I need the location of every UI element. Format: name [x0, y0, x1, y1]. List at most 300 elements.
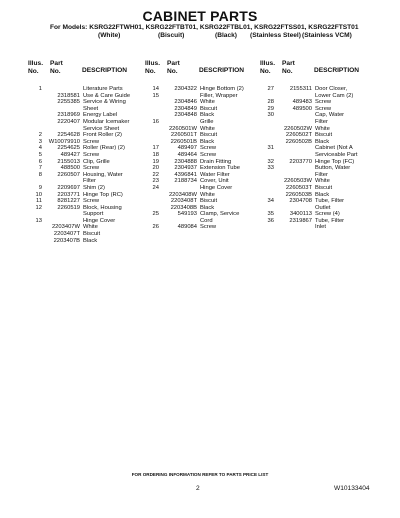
parts-row [28, 218, 146, 225]
header-part [167, 60, 180, 76]
illus-number [260, 152, 274, 159]
illus-number: 16 [152, 118, 159, 125]
illus-number [28, 231, 42, 238]
part-number: 2203408B [170, 204, 197, 211]
illus-number [260, 185, 274, 192]
part-number: 2304937 [174, 165, 197, 172]
part-number: 2254628 [57, 132, 80, 139]
illus-number [145, 132, 159, 139]
part-description: Screw [200, 151, 217, 158]
parts-column-3 [260, 60, 378, 231]
illus-number [28, 238, 42, 245]
part-description: Button, Water [315, 165, 351, 172]
parts-row [260, 99, 378, 106]
header-illus-label: Illus. [260, 60, 276, 67]
parts-row [260, 192, 378, 199]
part-number: 2255385 [57, 99, 80, 106]
part-description: Sheet [83, 105, 99, 112]
part-number [274, 112, 312, 119]
illus-number: 3 [38, 138, 42, 145]
part-number [159, 119, 197, 126]
part-number [274, 205, 312, 212]
part-description: Screw [315, 99, 332, 106]
part-description: Water Filter [200, 171, 230, 178]
illus-number: 30 [267, 112, 274, 119]
parts-row [145, 99, 263, 106]
illus-number [260, 205, 274, 212]
illus-number [145, 198, 159, 205]
header-part [50, 60, 63, 76]
header-description: DESCRIPTION [314, 67, 360, 74]
illus-number [260, 224, 274, 231]
part-number [42, 126, 80, 133]
illus-number [145, 192, 159, 199]
parts-row [260, 224, 378, 231]
part-description: Filter [315, 171, 328, 178]
part-number: 2304848 [174, 112, 197, 119]
part-description: Lower Cam (2) [315, 92, 354, 99]
parts-row [145, 205, 263, 212]
parts-list [260, 86, 378, 231]
part-number: 2304322 [174, 86, 197, 92]
part-description: Black [315, 138, 330, 145]
illus-number: 10 [35, 191, 42, 198]
part-number: 2260519 [57, 204, 80, 211]
part-description: Clamp, Service [200, 211, 240, 218]
parts-row [28, 205, 146, 212]
part-number [42, 218, 80, 225]
illus-number: 24 [152, 184, 159, 191]
part-number [42, 86, 80, 93]
part-description: Inlet [315, 224, 326, 231]
parts-row [260, 132, 378, 139]
part-number [42, 178, 80, 185]
part-description: Energy Label [83, 112, 118, 119]
parts-list [145, 86, 263, 231]
part-description: Service Sheet [83, 125, 120, 132]
part-number [274, 172, 312, 179]
part-description: Modular Icemaker [83, 118, 130, 125]
part-description: White [200, 191, 215, 198]
part-description: Roller (Rear) (2) [83, 145, 125, 152]
parts-row [28, 86, 146, 93]
part-number: 489464 [177, 151, 197, 158]
parts-row [28, 152, 146, 159]
part-number: 2260501W [168, 125, 197, 132]
illus-number: 25 [152, 211, 159, 218]
illus-number [260, 172, 274, 179]
parts-row [28, 192, 146, 199]
parts-row [145, 119, 263, 126]
part-description: Biscuit [83, 231, 101, 238]
illus-number [145, 126, 159, 133]
part-description: Hinge Top (FC) [315, 158, 355, 165]
part-number: 489500 [292, 105, 312, 112]
parts-row [28, 238, 146, 245]
part-number: 2209697 [57, 184, 80, 191]
part-description: Screw (4) [315, 211, 340, 218]
model-color-stainless-steel: (Stainless Steel) [250, 31, 301, 39]
illus-number: 5 [38, 151, 42, 158]
illus-number [28, 106, 42, 113]
parts-row [260, 198, 378, 205]
part-number: 2260502B [285, 138, 312, 145]
part-description: White [200, 99, 215, 106]
ordering-note: FOR ORDERING INFORMATION REFER TO PARTS PRICE LIST [131, 472, 269, 477]
illus-number: 28 [267, 99, 274, 106]
part-description: Drain Fitting [200, 158, 232, 165]
illus-number [260, 139, 274, 146]
parts-row [28, 165, 146, 172]
illus-number [260, 192, 274, 199]
part-description: Screw [315, 105, 332, 112]
illus-number: 4 [38, 145, 42, 152]
parts-row [145, 172, 263, 179]
part-description: Black [200, 138, 215, 145]
part-description: Screw [83, 198, 100, 205]
part-number: 549193 [177, 211, 197, 218]
part-description: Front Roller (2) [83, 132, 122, 139]
part-number: 2260501B [170, 138, 197, 145]
illus-number: 15 [152, 92, 159, 99]
part-description: Biscuit [200, 198, 218, 205]
parts-row [260, 152, 378, 159]
part-number [159, 218, 197, 225]
header-illus-no: No. [145, 68, 156, 75]
parts-row [145, 93, 263, 100]
illus-number: 18 [152, 151, 159, 158]
header-part-no: No. [167, 68, 178, 75]
page-title: CABINET PARTS [142, 8, 258, 24]
illus-number [260, 178, 274, 185]
models-line: For Models: KSRG22FTWH01, KSRG22FTBT01, KSRG22FTBL01, KSRG22FTSS01, KSRG22FTST01 [50, 24, 359, 31]
header-part-no: No. [282, 68, 293, 75]
illus-number: 33 [267, 165, 274, 172]
header-description: DESCRIPTION [199, 67, 245, 74]
part-description: Literature Parts [83, 86, 123, 92]
parts-row [145, 165, 263, 172]
part-number: 2260502W [283, 125, 312, 132]
header-illus-label: Illus. [145, 60, 161, 67]
part-description: Cover, Unit [200, 178, 229, 185]
part-description: White [315, 178, 330, 185]
illus-number: 13 [35, 217, 42, 224]
illus-number: 29 [267, 105, 274, 112]
illus-number [260, 126, 274, 133]
parts-column-2 [145, 60, 263, 231]
part-description: Tube, Filter [315, 198, 345, 205]
part-number: 2319867 [289, 217, 312, 224]
parts-row [260, 106, 378, 113]
model-color-stainless-vcm: (Stainless VCM) [302, 31, 352, 39]
parts-row [260, 165, 378, 172]
header-illus [260, 60, 275, 76]
part-number [274, 145, 312, 152]
header-part [282, 60, 295, 76]
part-description: Black [200, 112, 215, 119]
illus-number [28, 211, 42, 218]
part-number [274, 224, 312, 231]
part-number: 2318581 [57, 92, 80, 99]
illus-number [145, 99, 159, 106]
parts-row [28, 93, 146, 100]
illus-number: 19 [152, 158, 159, 165]
part-description: Block, Housing [83, 204, 122, 211]
part-description: Screw [83, 151, 100, 158]
parts-row [28, 178, 146, 185]
parts-row [145, 198, 263, 205]
parts-row [28, 185, 146, 192]
parts-row [260, 126, 378, 133]
part-number: 2260503T [285, 184, 312, 191]
header-description: DESCRIPTION [82, 67, 128, 74]
model-color-black: (Black) [215, 31, 237, 39]
parts-row [145, 224, 263, 231]
page-number: 2 [196, 485, 200, 492]
part-number: 489084 [177, 224, 197, 231]
parts-row [28, 139, 146, 146]
header-part-label: Part [50, 60, 63, 67]
part-description: Black [83, 237, 98, 244]
header-illus-no: No. [28, 68, 39, 75]
illus-number [145, 205, 159, 212]
parts-row [260, 218, 378, 225]
header-part-label: Part [282, 60, 295, 67]
illus-number: 14 [152, 86, 159, 92]
part-number: 2203407B [53, 237, 80, 244]
part-description: Cabinet (Not A [315, 145, 353, 152]
parts-row [260, 93, 378, 100]
part-description: Outlet [315, 204, 331, 211]
illus-number [28, 178, 42, 185]
illus-number: 23 [152, 178, 159, 185]
header-part-no: No. [50, 68, 61, 75]
illus-number [28, 93, 42, 100]
illus-number [28, 126, 42, 133]
part-number [159, 93, 197, 100]
illus-number: 17 [152, 145, 159, 152]
illus-number [28, 99, 42, 106]
part-number: 489497 [177, 145, 197, 152]
part-description: Serviceable Part [315, 151, 358, 158]
part-number: 8281227 [57, 198, 80, 205]
header-illus [28, 60, 43, 76]
part-number [159, 185, 197, 192]
parts-row [28, 112, 146, 119]
part-number: W10079910 [48, 138, 80, 145]
part-number: 2203407T [53, 231, 80, 238]
illus-number: 34 [267, 198, 274, 205]
parts-row [28, 126, 146, 133]
part-number: 2260503B [285, 191, 312, 198]
header-illus [145, 60, 160, 76]
part-number: 4396841 [174, 171, 197, 178]
parts-row [28, 224, 146, 231]
model-colors [50, 32, 380, 40]
illus-number: 36 [267, 217, 274, 224]
illus-number: 22 [152, 171, 159, 178]
parts-row [145, 185, 263, 192]
part-number [42, 106, 80, 113]
part-description: Use & Care Guide [83, 92, 131, 99]
part-number [274, 152, 312, 159]
illus-number: 27 [267, 86, 274, 92]
illus-number: 1 [38, 86, 42, 92]
parts-row [145, 112, 263, 119]
illus-number [260, 93, 274, 100]
illus-number [145, 139, 159, 146]
part-description: Cap, Water [315, 112, 345, 119]
part-number: 488500 [60, 165, 80, 172]
part-description: Support [83, 211, 104, 218]
part-description: Grille [200, 118, 214, 125]
parts-row [260, 159, 378, 166]
parts-row [260, 185, 378, 192]
part-description: Hinge Bottom (2) [200, 86, 244, 92]
part-description: Filler, Wrapper [200, 92, 238, 99]
column-header [145, 60, 263, 78]
part-description: Hinge Cover [83, 217, 116, 224]
part-description: Cord [200, 217, 213, 224]
illus-number [145, 112, 159, 119]
part-number: 2254625 [57, 145, 80, 152]
parts-row [28, 99, 146, 106]
parts-row [28, 106, 146, 113]
part-number: 2260503W [283, 178, 312, 185]
part-number: 2220407 [57, 118, 80, 125]
part-description: Clip, Grille [83, 158, 110, 165]
illus-number [28, 112, 42, 119]
illus-number: 35 [267, 211, 274, 218]
parts-row [145, 126, 263, 133]
part-description: Door Closer, [315, 86, 348, 92]
header-part-label: Part [167, 60, 180, 67]
illus-number: 12 [35, 204, 42, 211]
part-number: 2260501T [170, 132, 197, 139]
parts-row [260, 211, 378, 218]
illus-number: 32 [267, 158, 274, 165]
parts-row [28, 231, 146, 238]
parts-column-1 [28, 60, 146, 244]
parts-row [28, 198, 146, 205]
part-number: 489483 [292, 99, 312, 106]
part-number: 2188734 [174, 178, 197, 185]
model-color-white: (White) [98, 31, 121, 39]
parts-row [145, 86, 263, 93]
parts-row [28, 132, 146, 139]
parts-row [145, 145, 263, 152]
part-number: 2260507 [57, 171, 80, 178]
part-number: 489427 [60, 151, 80, 158]
part-description: Biscuit [200, 132, 218, 139]
header-illus-label: Illus. [28, 60, 44, 67]
parts-row [28, 172, 146, 179]
part-number: 2304846 [174, 99, 197, 106]
parts-row [260, 145, 378, 152]
illus-number: 2 [38, 132, 42, 139]
header-illus-no: No. [260, 68, 271, 75]
illus-number [260, 119, 274, 126]
part-number: 2155311 [289, 86, 312, 92]
part-number: 2155013 [57, 158, 80, 165]
part-description: Service & Wiring [83, 99, 126, 106]
parts-row [260, 139, 378, 146]
parts-row [145, 211, 263, 218]
models-heading [50, 24, 380, 40]
parts-row [260, 112, 378, 119]
part-description: Tube, Filter [315, 217, 345, 224]
part-description: Filter [315, 118, 328, 125]
part-description: Biscuit [315, 132, 333, 139]
illus-number: 20 [152, 165, 159, 172]
illus-number: 8 [38, 171, 42, 178]
part-number: 2203408W [168, 191, 197, 198]
parts-row [145, 218, 263, 225]
part-number [274, 165, 312, 172]
parts-row [28, 119, 146, 126]
part-number: 2203770 [289, 158, 312, 165]
part-description: Black [200, 204, 215, 211]
illus-number: 6 [38, 158, 42, 165]
part-description: Shim (2) [83, 184, 105, 191]
column-header [260, 60, 378, 78]
part-number: 2203408T [170, 198, 197, 205]
parts-row [260, 86, 378, 93]
document-number: W10133404 [334, 485, 370, 492]
parts-row [28, 145, 146, 152]
illus-number [145, 106, 159, 113]
part-description: Filter [83, 178, 96, 185]
part-description: Extension Tube [200, 165, 240, 172]
illus-number: 9 [38, 184, 42, 191]
parts-row [145, 159, 263, 166]
part-description: Screw [83, 138, 100, 145]
part-number: 2304888 [174, 158, 197, 165]
model-color-biscuit: (Biscuit) [158, 31, 185, 39]
part-number [42, 211, 80, 218]
illus-number [260, 132, 274, 139]
illus-number [145, 218, 159, 225]
parts-row [145, 139, 263, 146]
illus-number: 11 [35, 198, 42, 205]
part-description: White [200, 125, 215, 132]
parts-row [145, 106, 263, 113]
part-description: Screw [200, 145, 217, 152]
part-number [274, 119, 312, 126]
parts-list [28, 86, 146, 244]
parts-row [145, 192, 263, 199]
part-description: Housing, Water [83, 171, 123, 178]
part-number [274, 93, 312, 100]
parts-row [260, 172, 378, 179]
parts-row [145, 152, 263, 159]
part-description: Screw [83, 165, 100, 172]
part-description: Black [315, 191, 330, 198]
part-description: Biscuit [200, 105, 218, 112]
parts-row [260, 119, 378, 126]
illus-number: 26 [152, 224, 159, 231]
part-description: Hinge Top (RC) [83, 191, 123, 198]
column-header [28, 60, 146, 78]
illus-number: 7 [38, 165, 42, 172]
part-description: White [315, 125, 330, 132]
parts-row [260, 178, 378, 185]
part-description: Screw [200, 224, 217, 231]
parts-row [260, 205, 378, 212]
illus-number: 31 [267, 145, 274, 152]
parts-row [28, 211, 146, 218]
part-number: 2304849 [174, 105, 197, 112]
